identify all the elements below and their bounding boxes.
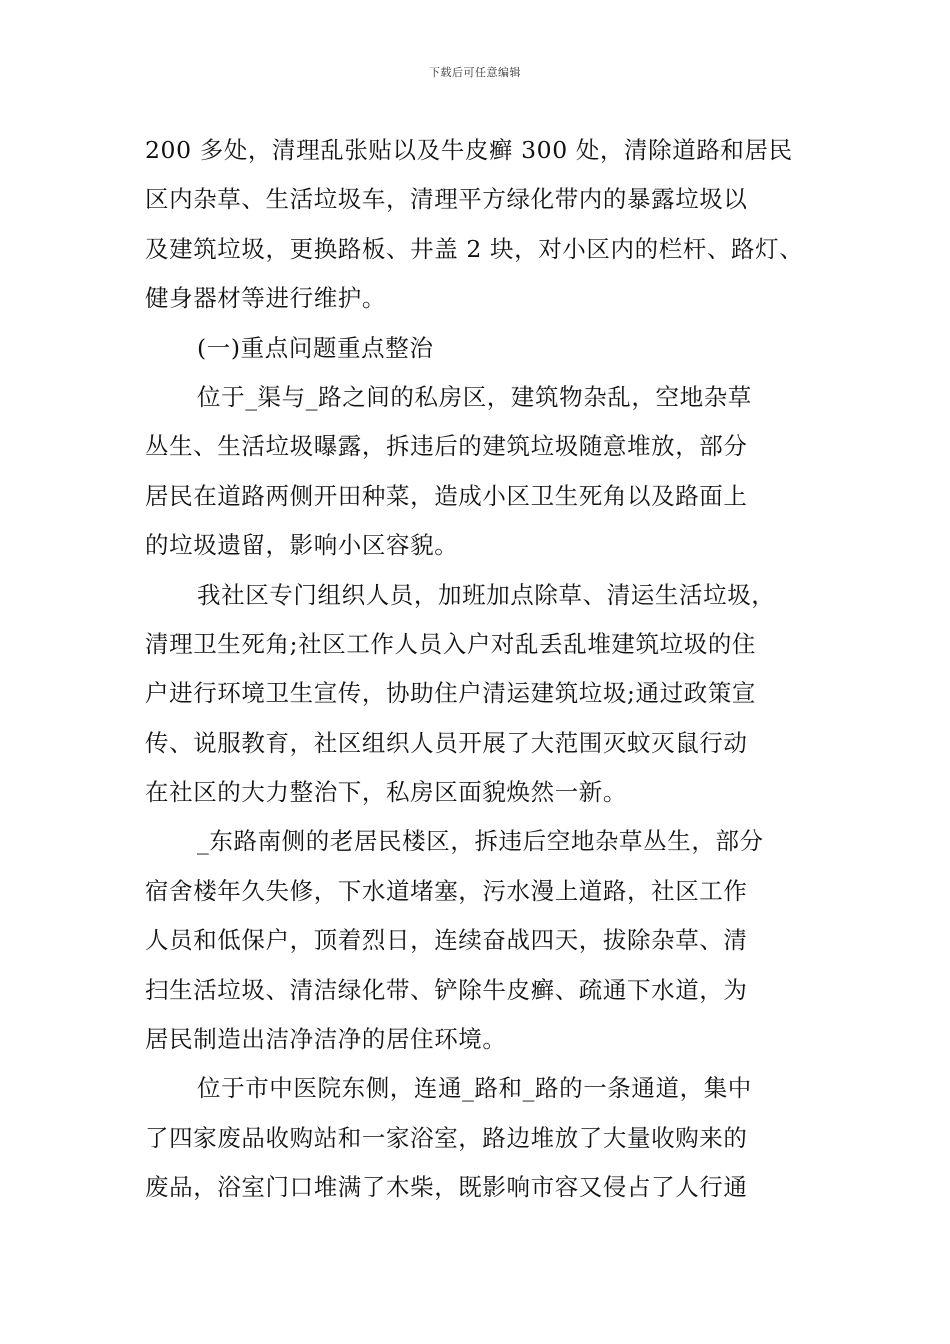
document-body: [145, 126, 835, 1213]
text-line: 户进行环境卫生宣传，协助住户清运建筑垃圾;通过政策宣: [145, 679, 757, 708]
text-line: 宿舍楼年久失修，下水道堵塞，污水漫上道路，社区工作: [145, 876, 748, 905]
text-line: 我社区专门组织人员，加班加点除草、清运生活垃圾，: [197, 580, 776, 609]
text-line: 位于市中医院东侧，连通_路和_路的一条通道，集中: [197, 1074, 752, 1103]
text-line: 的垃圾遗留，影响小区容貌。: [145, 531, 459, 560]
text-line: 传、说服教育，社区组织人员开展了大范围灭蚊灭鼠行动: [145, 728, 748, 757]
text-line: 居民在道路两侧开田种菜，造成小区卫生死角以及路面上: [145, 481, 748, 510]
text-line: 扫生活垃圾、清洁绿化带、铲除牛皮癣、疏通下水道，为: [145, 975, 748, 1004]
text-line: 清理卫生死角;社区工作人员入户对乱丢乱堆建筑垃圾的住: [145, 629, 757, 658]
text-line: 居民制造出洁净洁净的居住环境。: [145, 1025, 507, 1054]
text-line: 了四家废品收购站和一家浴室，路边堆放了大量收购来的: [145, 1123, 748, 1152]
text-line: 丛生、生活垃圾曝露，拆违后的建筑垃圾随意堆放，部分: [145, 432, 748, 461]
text-line: 废品，浴室门口堆满了木柴，既影响市容又侵占了人行通: [145, 1173, 748, 1202]
text-line: _东路南侧的老居民楼区，拆违后空地杂草丛生，部分: [197, 827, 764, 856]
text-line: 人员和低保户，顶着烈日，连续奋战四天，拔除杂草、清: [145, 926, 748, 955]
text-line: 及建筑垃圾，更换路板、井盖 2 块，对小区内的栏杆、路灯、: [145, 234, 804, 263]
text-line: 健身器材等进行维护。: [145, 284, 386, 313]
section-heading: (一)重点问题重点整治: [197, 333, 434, 362]
text-line: 在社区的大力整治下，私房区面貌焕然一新。: [145, 778, 627, 807]
text-line: 位于_渠与_路之间的私房区，建筑物杂乱，空地杂草: [197, 382, 752, 411]
text-line: 200 多处，清理乱张贴以及牛皮癣 300 处，清除道路和居民: [145, 136, 793, 164]
page-header: 下载后可任意编辑: [429, 66, 521, 79]
text-line: 区内杂草、生活垃圾车，清理平方绿化带内的暴露垃圾以: [145, 185, 748, 214]
